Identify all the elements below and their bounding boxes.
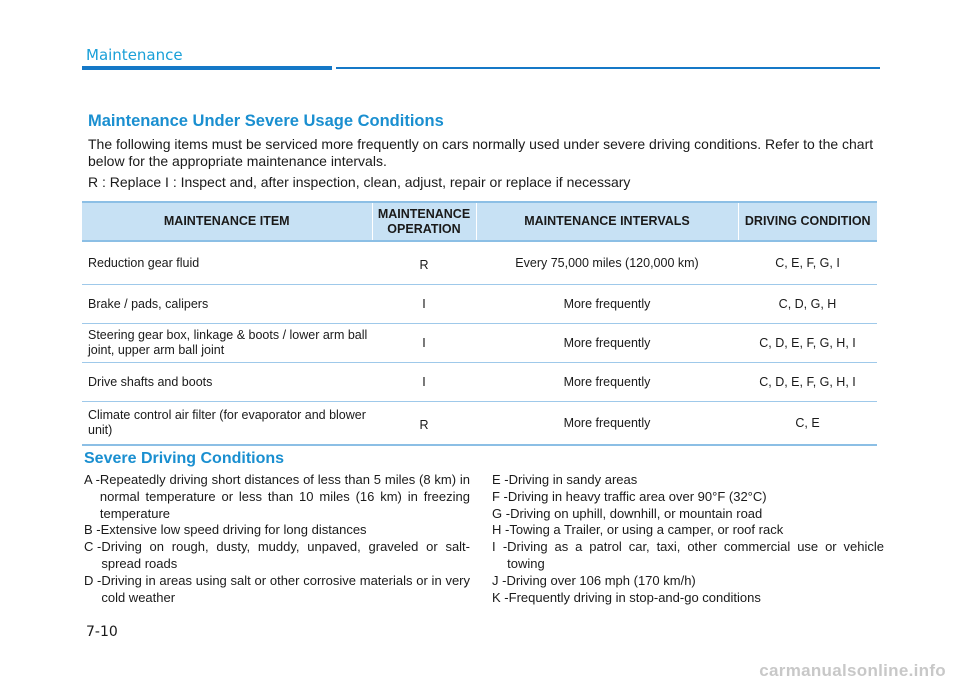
condition-letter: H - bbox=[492, 522, 510, 538]
cell-operation: I bbox=[372, 324, 476, 363]
cell-item: Brake / pads, calipers bbox=[82, 285, 372, 324]
condition-text: Driving in areas using salt or other corrosive materials or in very cold weather bbox=[101, 572, 470, 605]
table-header-row bbox=[82, 202, 877, 241]
legend-text: R : Replace I : Inspect and, after inspection, clean, adjust, repair or replace if necessary bbox=[88, 174, 631, 190]
condition-letter: F - bbox=[492, 488, 508, 504]
condition-letter: J - bbox=[492, 572, 507, 588]
maintenance-table bbox=[82, 201, 877, 446]
cell-interval: More frequently bbox=[476, 402, 738, 446]
condition-letter: E - bbox=[492, 472, 509, 487]
condition-letter: G - bbox=[492, 505, 511, 521]
condition-text: Driving in sandy areas bbox=[508, 472, 638, 487]
list-item bbox=[492, 573, 884, 590]
table-row bbox=[82, 324, 877, 363]
condition-text: Towing a Trailer, or using a camper, or roof rack bbox=[509, 522, 784, 538]
header-driving-condition: DRIVING CONDITION bbox=[738, 202, 877, 241]
list-item bbox=[492, 489, 884, 506]
cell-operation: I bbox=[372, 285, 476, 324]
condition-text: Extensive low speed driving for long distances bbox=[100, 522, 367, 538]
section-header: Maintenance bbox=[86, 46, 183, 64]
cell-item: Steering gear box, linkage & boots / lower arm ball joint, upper arm ball joint bbox=[82, 324, 372, 363]
condition-text: Driving in heavy traffic area over 90°F (32°C) bbox=[507, 488, 767, 504]
cell-item: Reduction gear fluid bbox=[82, 241, 372, 285]
cell-condition: C, E, F, G, I bbox=[738, 241, 877, 285]
list-item bbox=[492, 506, 884, 523]
header-rule-thick bbox=[82, 66, 332, 70]
condition-text: Driving on rough, dusty, muddy, unpaved, graveled or salt-spread roads bbox=[101, 539, 470, 571]
list-item bbox=[492, 522, 884, 539]
cell-operation: R bbox=[372, 241, 476, 285]
cell-interval: More frequently bbox=[476, 363, 738, 402]
condition-text: Driving over 106 mph (170 km/h) bbox=[506, 572, 696, 588]
condition-letter: A - bbox=[84, 472, 100, 487]
cell-interval: More frequently bbox=[476, 285, 738, 324]
condition-text: Frequently driving in stop-and-go conditions bbox=[508, 589, 761, 605]
condition-letter: C - bbox=[84, 539, 102, 555]
header-rule-thin bbox=[336, 67, 880, 69]
list-item bbox=[84, 472, 470, 522]
table-row bbox=[82, 241, 877, 285]
cell-operation: R bbox=[372, 402, 476, 446]
cell-interval: Every 75,000 miles (120,000 km) bbox=[476, 241, 738, 285]
condition-text: Driving as a patrol car, taxi, other commercial use or vehicle towing bbox=[507, 539, 884, 571]
conditions-left-column bbox=[84, 472, 470, 606]
list-item bbox=[84, 522, 470, 539]
header-maintenance-operation: MAINTENANCE OPERATION bbox=[372, 202, 476, 241]
cell-condition: C, E bbox=[738, 402, 877, 446]
list-item bbox=[492, 472, 884, 489]
list-item bbox=[492, 539, 884, 573]
cell-item: Drive shafts and boots bbox=[82, 363, 372, 402]
table-row bbox=[82, 285, 877, 324]
condition-text: Driving on uphill, downhill, or mountain road bbox=[510, 505, 763, 521]
page-number: 7-10 bbox=[86, 624, 118, 640]
intro-paragraph: The following items must be serviced more frequently on cars normally used under severe driving conditions. Refer to the chart below for the appropriate maintenance intervals. bbox=[88, 136, 874, 169]
cell-condition: C, D, E, F, G, H, I bbox=[738, 324, 877, 363]
page-title: Maintenance Under Severe Usage Conditions bbox=[88, 112, 444, 130]
cell-operation: I bbox=[372, 363, 476, 402]
header-maintenance-intervals: MAINTENANCE INTERVALS bbox=[476, 202, 738, 241]
table-row bbox=[82, 402, 877, 446]
list-item bbox=[84, 573, 470, 607]
condition-text: Repeatedly driving short distances of less than 5 miles (8 km) in normal temperature or less than 10 miles (16 km) in freezing temperature bbox=[99, 472, 470, 521]
table-row bbox=[82, 363, 877, 402]
cell-interval: More frequently bbox=[476, 324, 738, 363]
cell-condition: C, D, E, F, G, H, I bbox=[738, 363, 877, 402]
header-maintenance-item: MAINTENANCE ITEM bbox=[82, 202, 372, 241]
cell-condition: C, D, G, H bbox=[738, 285, 877, 324]
cell-item: Climate control air filter (for evaporator and blower unit) bbox=[82, 402, 372, 446]
list-item bbox=[492, 590, 884, 607]
severe-conditions-title: Severe Driving Conditions bbox=[84, 450, 285, 467]
condition-letter: I - bbox=[492, 539, 508, 555]
condition-letter: B - bbox=[84, 522, 101, 538]
condition-letter: D - bbox=[84, 572, 102, 588]
list-item bbox=[84, 539, 470, 573]
conditions-right-column bbox=[492, 472, 884, 606]
watermark-text: carmanualsonline.info bbox=[759, 661, 946, 680]
condition-letter: K - bbox=[492, 589, 509, 605]
